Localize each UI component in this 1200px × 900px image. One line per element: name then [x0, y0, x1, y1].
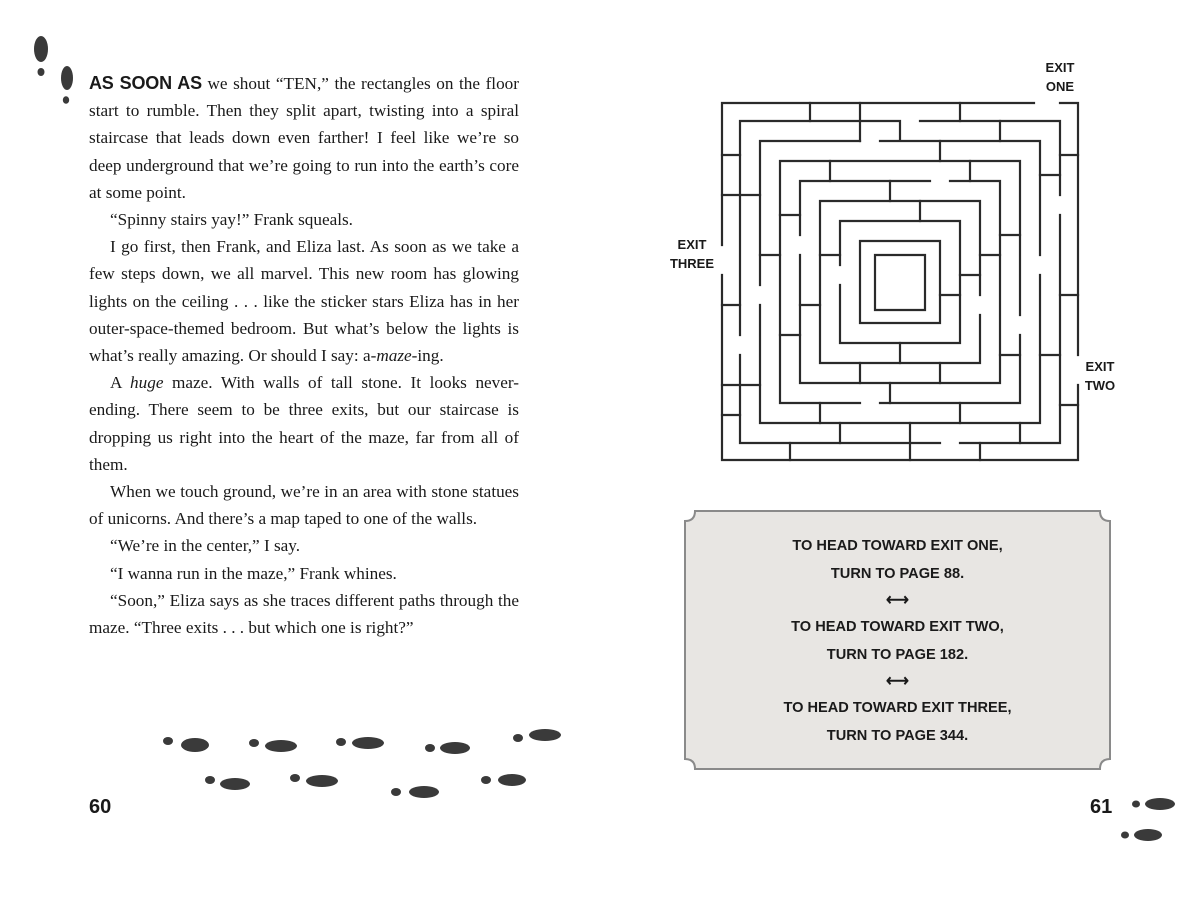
paragraph — [89, 70, 519, 206]
footprint-icon — [481, 774, 526, 786]
exit-three-name: THREE — [669, 256, 715, 271]
story-text — [89, 70, 519, 641]
paragraph — [89, 369, 519, 478]
paragraph-text: I go first, then Frank, and Eliza last. As soon as we take a few steps down, we all marvel. This new room has glowing lights on the ceiling . . . like the sticker stars Eliza has in her outer-space-themed bedroom. But what’s below the lights is what’s really amazing. Or should I say: a- — [89, 237, 519, 366]
lead-in: AS SOON AS — [89, 73, 202, 93]
exit-one-word: EXIT — [1045, 60, 1075, 75]
footprint-icon — [205, 776, 250, 790]
choice-exit-two-line[interactable]: TO HEAD TOWARD EXIT TWO, — [791, 619, 1004, 635]
maze-walls — [660, 55, 1130, 475]
choice-exit-one-line[interactable]: TO HEAD TOWARD EXIT ONE, — [792, 538, 1003, 554]
footprints-corner-decoration — [1120, 792, 1180, 848]
exit-two-name: TWO — [1084, 378, 1116, 393]
paragraph: “Spinny stairs yay!” Frank squeals. — [110, 210, 353, 230]
paragraph: When we touch ground, we’re in an area with stone statues of unicorns. And there’s a map taped to one of the walls. — [89, 482, 519, 529]
paragraph-text: maze. With walls of tall stone. It looks never-ending. There seem to be three exits, but our staircase is dropping us right into the heart of the maze, far from all of them. — [89, 373, 519, 474]
paragraph-text: -ing. — [411, 346, 444, 366]
choice-exit-three-page[interactable]: TURN TO PAGE 344. — [826, 727, 969, 744]
maze-map — [660, 55, 1130, 475]
footprint-icon — [513, 729, 561, 742]
choice-exit-two-page[interactable]: TURN TO PAGE 182. — [826, 646, 969, 663]
footprint-icon — [290, 774, 338, 787]
footprint-icon — [1132, 798, 1175, 810]
footprint-icon — [1121, 829, 1162, 841]
footprint-icon — [336, 737, 384, 749]
choices-list — [683, 533, 1112, 750]
choice-exit-three-line[interactable]: TO HEAD TOWARD EXIT THREE, — [783, 700, 1012, 716]
footprints-trail-decoration — [150, 718, 580, 808]
paragraph-text: A — [110, 373, 131, 393]
footprint-heel-icon — [38, 68, 45, 76]
exit-two-word: EXIT — [1085, 359, 1115, 374]
footprint-heel-icon — [63, 96, 69, 104]
paragraph: “Soon,” Eliza says as she traces different paths through the maze. “Three exits . . . but which one is right?” — [89, 590, 519, 638]
footprint-icon — [425, 742, 470, 754]
exit-one-name: ONE — [1045, 79, 1075, 94]
footprint-icon — [61, 66, 73, 90]
paragraph-text: we shout “TEN,” the rectangles on the floor start to rumble. Then they split apart, twisting into a spiral staircase that leads down even farther! I feel like we’re so deep underground that we’re going to run into the earth’s core at some point. — [89, 74, 519, 202]
footprints-margin-decoration — [28, 32, 80, 122]
paragraph — [89, 233, 519, 369]
page-number: 61 — [1090, 796, 1113, 818]
emphasis: huge — [130, 373, 164, 393]
right-page — [600, 0, 1200, 900]
choices-box — [683, 509, 1112, 771]
footprint-icon — [391, 786, 439, 798]
paragraph: “I wanna run in the maze,” Frank whines. — [110, 563, 397, 583]
footprint-icon — [163, 737, 209, 752]
footprint-icon — [249, 739, 297, 752]
paragraph: “We’re in the center,” I say. — [110, 536, 301, 556]
exit-three-word: EXIT — [677, 237, 707, 252]
page-number: 60 — [89, 796, 112, 818]
double-arrow-icon: ⟷ — [886, 673, 909, 690]
emphasis: maze — [376, 346, 412, 366]
double-arrow-icon: ⟷ — [886, 592, 909, 609]
choice-exit-one-page[interactable]: TURN TO PAGE 88. — [830, 565, 965, 582]
footprint-icon — [34, 36, 48, 62]
